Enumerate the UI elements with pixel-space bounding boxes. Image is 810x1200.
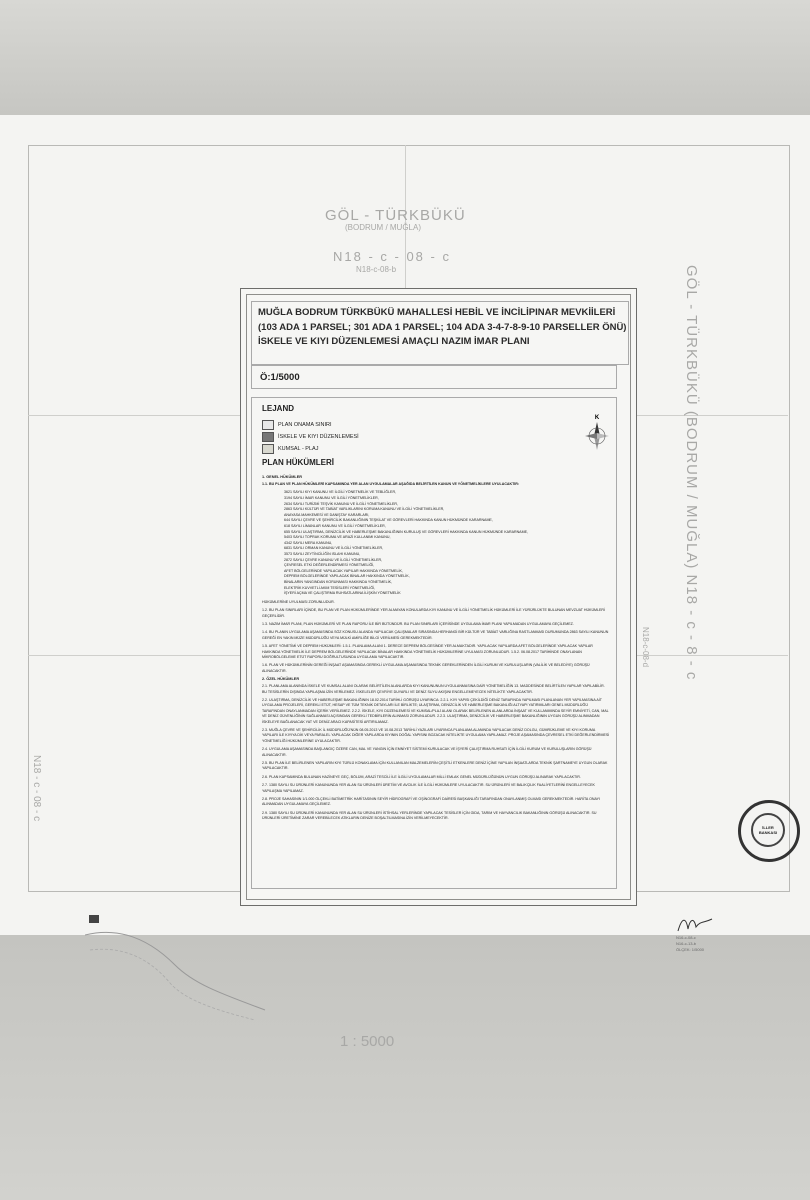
provision-paragraph: 1.6. PLAN VE HÜKÜMLERİNİN GEREĞİ İNŞAAT AŞAMASINDA GEREKLİ UYGULAMA AŞAMASINDA TEKNİK GEREKLERİNDEN İLGİLİ KURUM VE KURULUŞLARIN (VALİLİK VE BELEDİYE) GÖRÜŞÜ ALINACAKTIR. — [262, 663, 590, 673]
provision-paragraph: 2.3. MUĞLA ÇEVRE VE ŞEHİRCİLİK İL MÜDÜRLÜĞÜ'NÜN 08.05.2013 VE 10.08.2013 TARİHLİ YAZILARI UYARINCA PLANLAMA ALANINDA YAPILACAK DENİZ DOLGU, GÜMRÜKLEME VE KIYI KORUMA YAPILARI İLE KIYIYA DİK VEYA PARALEL YAPILACAK DİĞER YAPILARDA KIYININ DOĞAL YAPISINI BOZACAK NİTELİKTE UYGULAMA YAPILAMAZ. PROJE AŞAMASINDA ÇEVRESEL ETKİ DEĞERLENDİRMESİ YÖNETMELİĞİ HÜKÜMLERİNE UYULACAKTIR. — [262, 728, 610, 743]
special-provisions — [262, 684, 610, 822]
regulation-item: 6831 SAYILI ORMAN KANUNU VE İLGİLİ YÖNETMELİKLER, — [284, 546, 384, 551]
provision-paragraph: 2.6. PLAN KAPSAMINDA BULUNAN HAZİNEYE GEÇ, BÖLÜM, ARAZİ TESCİLİ İLE İLGİLİ UYGULAMALAR MİLLİ EMLAK GENEL MÜDÜRLÜĞÜNÜN UYGUN GÖRÜŞÜ ALINARAK YAPILACAKTIR. — [262, 774, 581, 779]
provision-paragraph: 2.4. UYGULAMA AŞAMASINDA BAŞLANGIÇ ÖZERE CAN, MAL VE YANGIN İÇİN EMNİYET SİSTEMİ KURULACAK VE İŞYERİ ÇALIŞTIRMA RUHSATI İÇİN İLGİLİ KURUM VE KURULUŞLARIN GÖRÜŞÜ ALINACAKTIR. — [262, 747, 592, 757]
annotation-line: ÖLÇEK: 1/5000 — [676, 947, 705, 952]
regulation-item: 644 SAYILI ÇEVRE VE ŞEHİRCİLİK BAKANLIĞININ TEŞKİLAT VE GÖREVLERİ HAKKINDA KANUN HÜKMÜNDE KARARNAME, — [284, 518, 493, 523]
legend-swatch — [262, 432, 274, 442]
regulation-item: 655 SAYILI ULAŞTIRMA, DENİZCİLİK VE HABERLEŞME BAKANLIĞININ KURULUŞ VE GÖREVLERİ HAKKINDA KANUN HÜKMÜNDE KARARNAME, — [284, 529, 528, 534]
sheet-code-left: N18 - c - 08 - c — [31, 755, 42, 822]
regulation-item: AFET BÖLGELERİNDE YAPILACAK YAPILAR HAKKINDA YÖNETMELİK, — [284, 568, 403, 573]
legend-item-plan-boundary — [262, 420, 332, 430]
plan-rules-body — [262, 472, 610, 825]
regulation-item: 2634 SAYILI TURİZMİ TEŞVİK KANUNU VE İLGİLİ YÖNETMELİKLER, — [284, 501, 398, 506]
regulation-item: ELEKTRİK KUVVETLİ AKIM TESİSLERİ YÖNETMELİĞİ, — [284, 585, 376, 590]
provision-paragraph: 2.8. PROJE SAHASININ 1/1.000 ÖLÇEKLİ BATİMETRİK HARİTASININ SEYİR HİDROGRAFİ VE OŞİNOGRAFİ DAİRESİ BAŞKANLIĞI TARAFINDAN ONAYLANMIŞ OLMASI GEREKMEKTEDİR. HARİTA ONAYI ALINMADAN UYGULAMAYA GEÇİLEMEZ. — [262, 797, 601, 807]
sheet-place-right: GÖL - TÜRKBÜKÜ (BODRUM / MUĞLA) N18 - c - 8 - c — [683, 265, 700, 681]
provision-paragraph: 2.9. 1380 SAYILI SU ÜRÜNLERİ KANUNUNDA YER ALAN SU ÜRÜNLERİ İSTİHSAL YERLERİNDE YAPILACAK TESİSLER İÇİN GIDA, TARIM VE HAYVANCILIK BAKANLIĞININ GÖRÜŞÜ ALINACAKTIR. SU ÜRÜNLERİ ÜRETİMİNE ZARAR VEREBİLECEK ATIKLARIN DENİZE BOŞALTILMASINA İZİN VERİLMEYECEKTİR. — [262, 810, 597, 821]
north-arrow-icon — [585, 412, 609, 452]
sheet-code-right: N18-c-08-d — [641, 627, 650, 668]
plan-title-box — [251, 301, 629, 365]
provision-paragraph: 1.3. NAZIM İMAR PLANI, PLAN HÜKÜMLERİ VE PLAN RAPORU İLE BİR BÜTÜNDÜR. BU PLAN SINIRLARI İÇERİSİNDE UYGULAMA İMAR PLANI YAPILMADAN UYGULAMAYA GEÇİLEMEZ. — [262, 621, 574, 626]
regulation-item: ÇEVRESEL ETKİ DEĞERLENDİRMESİ YÖNETMELİĞİ, — [284, 563, 375, 568]
annotation-line: N16-c-08-c — [676, 935, 696, 940]
legend-label: PLAN ONAMA SINIRI — [278, 422, 332, 428]
official-stamp — [738, 800, 800, 862]
regulation-item: 3194 SAYILI İMAR KANUNU VE İLGİLİ YÖNETMELİKLER, — [284, 496, 379, 500]
provision-paragraph: 1.2. BU PLAN SINIRLARI İÇİNDE, BU PLAN VE PLAN HÜKÜMLERİNDE YER ALMAYAN KONULARDA KIYI KANUNU VE İLGİLİ YÖNETMELİK HÜKÜMLERİ İLE YÜRÜRLÜKTE BULUNAN MEVZUAT HÜKÜMLERİ GEÇERLİDİR. — [262, 608, 606, 618]
provision-paragraph: 2.7. 1380 SAYILI SU ÜRÜNLERİ KANUNUNDA YER ALAN SU ÜRÜNLERİ ÜRETİM VE AVCILIK İLE İLGİLİ HÜKÜMLERE UYULACAKTIR. SU ÜRÜNLERİ VE BALIKÇILIK FAALİYETLERİNİ ENGELLEYECEK YAPILAŞMA YAPILAMAZ. — [262, 783, 595, 793]
regulation-item: BİNALARIN YANGINDAN KORUNMASI HAKKINDA YÖNETMELİK, — [284, 579, 393, 584]
background-band-top — [0, 0, 810, 115]
regulation-item: 618 SAYILI LİMANLAR KANUNU VE İLGİLİ YÖNETMELİKLER, — [284, 523, 386, 528]
regulation-item: İŞYERİ AÇMA VE ÇALIŞTIRMA RUHSATLARINA İLİŞKİN YÖNETMELİK — [284, 591, 401, 596]
plan-title-line-2: (103 ADA 1 PARSEL; 301 ADA 1 PARSEL; 104 ADA 3-4-7-8-9-10 PARSELLER ÖNÜ) — [258, 321, 627, 333]
legend-swatch — [262, 444, 274, 454]
annotation-line: N16-c-13-b — [676, 941, 697, 946]
sheet-code-adjacent: N18-c-08-b — [356, 265, 397, 274]
provision-paragraph: 2.1. PLANLAMA ALANINDA İSKELE VE KUMSAL ALANI OLARAK BELİRTİLEN ALANLARDA KIYI KANUNUNUN UYGULANMASINA DAİR YÖNETMELİĞİN 13. MADDESİNDE BELİRTİLEN YAPILAR YAPILABİLİR. BU TESİSLERİN DIŞINDA YAPILAŞMA İZİN VERİLEMEZ. İSKELELER ÇEVRİYE DUYARLI VE DENİZ SUYU AKIŞINI ENGELLEMEYECEK NİTELİKTE YAPILACAKTIR. — [262, 684, 605, 694]
section-intro: 1.1. BU PLAN VE PLAN HÜKÜMLERİ KAPSAMINDA YER ALAN UYGULAMALAR AŞAĞIDA BELİRTİLEN KANUN VE YÖNETMELİKLERE UYULACAKTIR: — [262, 482, 520, 486]
sheet-code: N18 - c - 08 - c — [333, 249, 451, 264]
section-heading: 2. ÖZEL HÜKÜMLER — [262, 677, 300, 682]
plan-title-line-3: İSKELE VE KIYI DÜZENLEMESİ AMAÇLI NAZIM İMAR PLANI — [258, 336, 530, 347]
provision-paragraph: 1.5. AFET YÖNETİMİ VE DEPREM HÜKÜMLERİ: 1.5.1. PLANLAMA ALANI 1. DERECE DEPREM BÖLGESİNDE YER ALMAKTADIR. YAPILACAK YAPILARDA AFET BÖLGELERİNDE YAPILACAK YAPILAR HAKKINDA YÖNETMELİK İLE DEPREM BÖLGELERİNDE YAPILACAK BİNALAR HAKKINDA YÖNETMELİK HÜKÜMLERİNE UYULMASI ZORUNLUDUR. 1.5.2. 06.08.2017 TARİHİNDE ONAYLANAN MİKROBÖLGELEME ETÜT RAPORU DOĞRULTUSUNDA UYGULAMA YAPILACAKTIR. — [262, 644, 593, 659]
plan-info-panel — [240, 288, 637, 906]
legend-box — [251, 397, 617, 889]
legend-swatch — [262, 420, 274, 430]
legend-item-pier — [262, 432, 359, 442]
legend-label: İSKELE VE KIYI DÜZENLEMESİ — [278, 434, 359, 440]
provision-paragraph: 2.2. ULAŞTIRMA, DENİZCİLİK VE HABERLEŞME BAKANLIĞININ 18.02.2014 TARİHLİ GÖRÜŞÜ UYARINCA: 2.2.1. KIYI YAPISI ÇEKİLDİĞİ DENİZ TARAFINDA YAPILMASI PLANLANAN YER YAPILMASINA AİT UYGULAMA PROJELERİ, GEREKLİ ETÜT, HESAP VE TÜM TEKNİK DETAYLARI İLE BİRLİKTE; ULAŞTIRMA, DENİZCİLİK VE HABERLEŞME BAKANLIĞI ALTYAPI YATIRIMLARI GENEL MÜDÜRLÜĞÜ TARAFINDAN ONAYLANMADAN İÇERİK VERİLEMEZ. 2.2.2. İSKELE, KIYI DÜZENLEMESİ VE KUMSAL/PLAJ ALANI OLARAK BELİRLENEN ALANLARDA İNŞAAT VE KULLANIMINDA SEYİR EMNİYETİ, CAN, MAL VE DENİZ GÜVENLİĞİNİN SAĞLANMASI AÇISINDAN GEREKLİ TEDBİRLERİN ALINMASI ZORUNLUDUR. 2.2.3. ULAŞTIRMA, DENİZCİLİK VE HABERLEŞME BAKANLIĞININ UYGUN GÖRÜŞÜ ALINMADAN İSKELEYE BAĞLANACAK YAT VE DENİZ ARACI KAPASİTESİ ARTIRILAMAZ. — [262, 697, 609, 724]
regulation-list — [262, 490, 610, 596]
regulation-item: 3621 SAYILI KIYI KANUNU VE İLGİLİ YÖNETMELİK VE TEBLİĞLER, — [284, 490, 397, 495]
regulation-item: 3573 SAYILI ZEYTİNCİLİĞİN ISLAHI KANUNU, — [284, 551, 361, 556]
regulation-item: 5403 SAYILI TOPRAK KORUMA VE ARAZİ KULLANIMI KANUNU, — [284, 535, 391, 540]
regulation-item: 2872 SAYILI ÇEVRE KANUNU VE İLGİLİ YÖNETMELİKLER, — [284, 557, 383, 562]
plan-scale-box — [251, 365, 617, 389]
section-heading: 1. GENEL HÜKÜMLER — [262, 475, 303, 479]
general-provisions — [262, 608, 610, 674]
plan-rules-title: PLAN HÜKÜMLERİ — [262, 458, 334, 467]
regulation-item: DEPREM BÖLGELERİNDE YAPILACAK BİNALAR HAKKINDA YÖNETMELİK, — [284, 574, 410, 579]
plan-title-line-1: MUĞLA BODRUM TÜRKBÜKÜ MAHALLESİ HEBİL VE İNCİLİPINAR MEVKİİLERİ — [258, 307, 616, 318]
sheet-place-subtitle: (BODRUM / MUĞLA) — [345, 223, 421, 232]
north-label: K — [594, 415, 600, 421]
coastline-drawing — [85, 915, 285, 1025]
stamp-text: İLLER BANKASI — [758, 825, 778, 835]
map-scale: 1 : 5000 — [340, 1033, 395, 1050]
legend-title: LEJAND — [262, 404, 295, 413]
legend-label: KUMSAL - PLAJ — [278, 446, 319, 452]
legend-item-beach — [262, 444, 318, 454]
regulation-item: 4342 SAYILI MERA KANUNU, — [284, 540, 333, 545]
sheet-place-title: GÖL - TÜRKBÜKÜ — [325, 207, 466, 224]
stamp-inner — [751, 813, 785, 847]
regulation-item: ANAYASA MAHKEMESİ VE DANIŞTAY KARARLARI, — [284, 512, 370, 517]
provision-paragraph: 2.5. BU PLAN İLE BELİRLENEN YAPILARIN KIYI TÜRLÜ KONAKLAMA İÇİN KULLANILAN MALZEMELERİN ÇEŞİTLİ ETKENLERE DENİZ İÇİNE YAPILAN İNŞAATLARDA TEKNİK ŞARTNAMEYE UYGUN OLARAK YAPILACAKTIR. — [262, 761, 608, 771]
provision-paragraph: 1.4. BU PLANIN UYGULAMA AŞAMASINDA SÖZ KONUSU ALANDA YAPILACAK ÇALIŞMALAR SIRASINDA HERHANGİ BİR KÜLTÜR VE TABİAT VARLIĞINA RASTLANMASI DURUMUNDA 2863 SAYILI KANUNUN GEREĞİ EN YAKIN MÜZE MÜDÜRLÜĞÜ VEYA MÜLKİ AMİRLİĞE BİLGİ VERİLMESİ GEREKMEKTEDİR. — [262, 630, 609, 640]
plan-scale: Ö:1/5000 — [260, 372, 300, 383]
sheet-annotation — [676, 935, 704, 953]
regulation-item: 2863 SAYILI KÜLTÜR VE TABİAT VARLIKLARINI KORUMA KANUNU VE İLGİLİ YÖNETMELİKLER, — [284, 507, 445, 512]
section-outro: HÜKÜMLERİNE UYULMASI ZORUNLUDUR. — [262, 599, 335, 604]
signature — [676, 913, 716, 937]
